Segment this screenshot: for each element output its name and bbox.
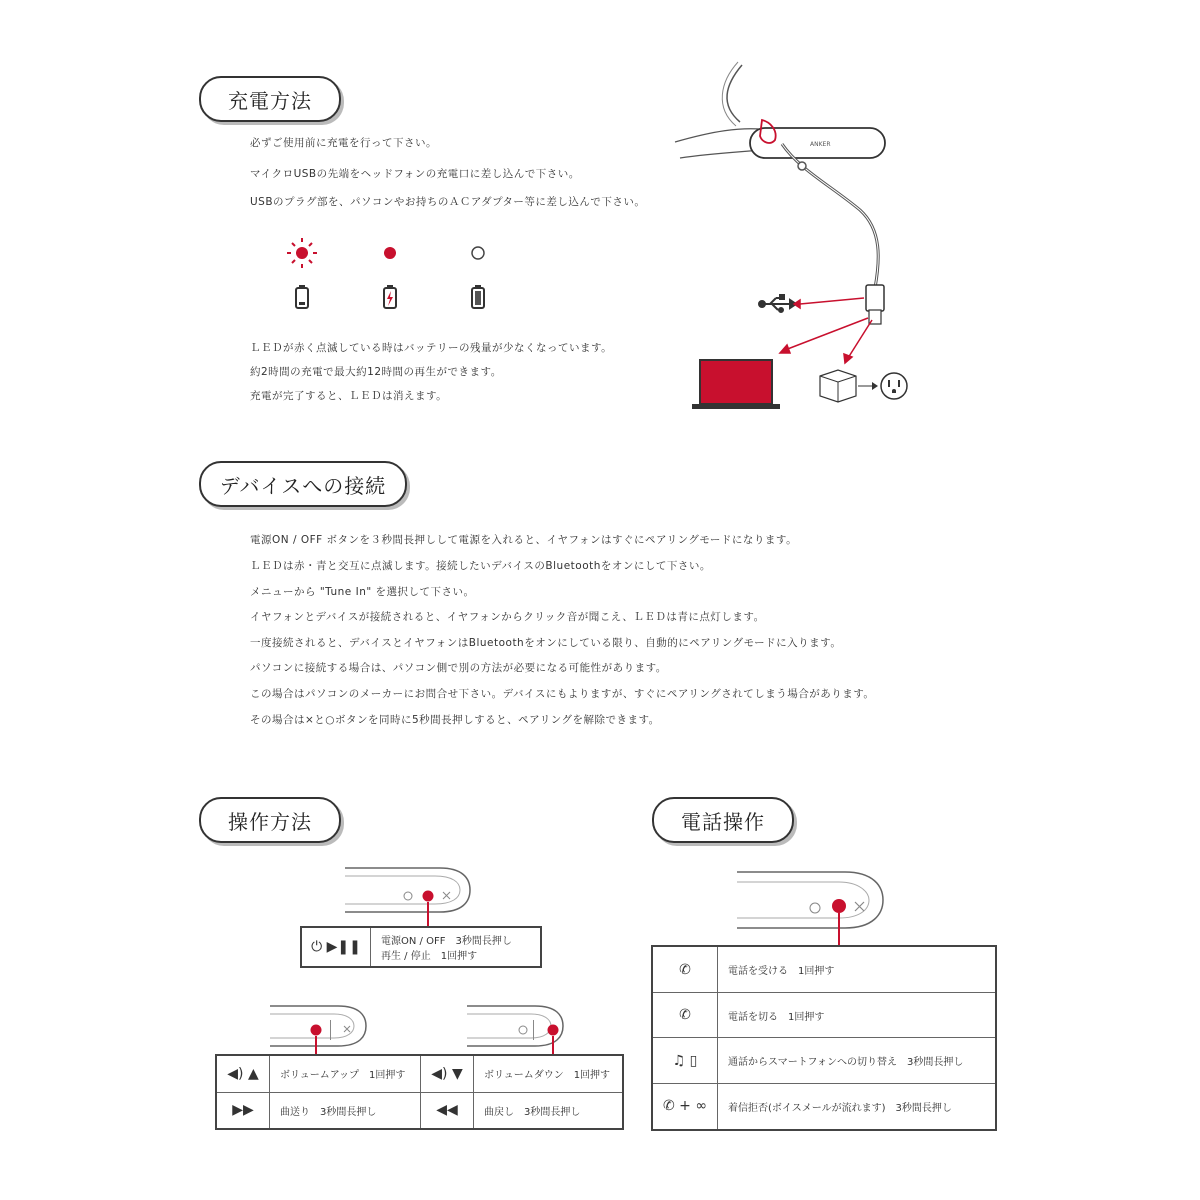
ac-adapter-icon (820, 370, 856, 402)
switch-to-phone-icon: ♫ ▯ (652, 1038, 718, 1083)
phone-control-table (651, 945, 997, 1131)
connection-title: デバイスへの接続 (199, 461, 407, 507)
usb-cable (782, 144, 878, 288)
connection-line-6: パソコンに接続する場合は、パソコン側で別の方法が必要になる可能性があります。 (250, 662, 667, 674)
power-outlet-icon (858, 373, 907, 399)
call-button-indicator (832, 899, 846, 913)
reject-call-label: 着信拒否(ボイスメールが流れます) 3秒間長押し (718, 1083, 997, 1130)
power-control-table (300, 926, 542, 968)
charging-note-2: 約2時間の充電で最大約12時間の再生ができます。 (250, 366, 502, 378)
usb-plug (866, 285, 884, 311)
earphone-phone-button-diagram (735, 866, 895, 948)
connection-line-1: 電源ON / OFF ボタンを３秒間長押しして電源を入れると、イヤフォンはすぐにペアリングモードになります。 (250, 534, 798, 546)
connection-line-2: ＬＥＤは赤・青と交互に点滅します。接続したいデバイスのBluetoothをオンにして下さい。 (250, 560, 711, 572)
previous-track-label: 曲戻し 3秒間長押し (474, 1092, 624, 1129)
volume-up-label: ボリュームアップ 1回押す (270, 1055, 421, 1092)
battery-full-icon (472, 285, 484, 308)
next-track-icon: ▶▶ (216, 1092, 270, 1129)
laptop-icon (692, 360, 780, 409)
charging-intro-1: 必ずご使用前に充電を行って下さい。 (250, 137, 437, 149)
earphone-volume-up-diagram (268, 998, 378, 1056)
operation-title: 操作方法 (199, 797, 341, 843)
volume-track-table (215, 1054, 624, 1130)
led-off-icon (472, 247, 484, 259)
charging-title: 充電方法 (199, 76, 341, 122)
previous-track-icon: ◀◀ (421, 1092, 474, 1129)
connection-line-3: メニューから "Tune In" を選択して下さい。 (250, 586, 475, 598)
reject-call-icon: ✆ + ∞ (652, 1083, 718, 1130)
volume-up-icon: ◀) ▲ (216, 1055, 270, 1092)
svg-text:ANKER: ANKER (810, 141, 831, 148)
connection-line-8: その場合は×と○ボタンを同時に5秒間長押しすると、ペアリングを解除できます。 (250, 714, 660, 726)
power-play-pause-icon: ⏻ ▶❚❚ (301, 927, 371, 967)
power-line-2: 再生 / 停止 1回押す (381, 951, 478, 962)
led-blinking-red-icon (287, 238, 317, 268)
battery-charging-icon (384, 285, 396, 308)
led-on-red-icon (384, 247, 396, 259)
connection-line-7: この場合はパソコンのメーカーにお問合せ下さい。デバイスにもよりますが、すぐにペアリングされてしまう場合があります。 (250, 688, 875, 700)
charging-intro-3: USBのプラグ部を、パソコンやお持ちのＡＣアダプター等に差し込んで下さい。 (250, 196, 646, 208)
power-button-indicator (423, 891, 434, 902)
charging-intro-2: マイクロUSBの先端をヘッドフォンの充電口に差し込んで下さい。 (250, 168, 580, 180)
end-call-icon: ✆ (652, 993, 718, 1038)
connection-line-5: 一度接続されると、デバイスとイヤフォンはBluetoothをオンにしている限り、自動的にペアリングモードに入ります。 (250, 637, 842, 649)
answer-call-label: 電話を受ける 1回押す (718, 946, 997, 993)
next-track-label: 曲送り 3秒間長押し (270, 1092, 421, 1129)
earphone-power-button-diagram (340, 858, 480, 928)
volume-down-icon: ◀) ▼ (421, 1055, 474, 1092)
phone-title: 電話操作 (652, 797, 794, 843)
earphone-volume-down-diagram (465, 998, 575, 1056)
volume-down-label: ボリュームダウン 1回押す (474, 1055, 624, 1092)
charging-note-3: 充電が完了すると、ＬＥＤは消えます。 (250, 390, 448, 402)
connection-line-4: イヤフォンとデバイスが接続されると、イヤフォンからクリック音が聞こえ、ＬＥＤは青に点灯します。 (250, 611, 765, 623)
charging-note-1: ＬＥＤが赤く点滅している時はバッテリーの残量が少なくなっています。 (250, 342, 613, 354)
power-line-1: 電源ON / OFF 3秒間長押し (381, 936, 512, 947)
led-status-icons (275, 232, 505, 312)
charging-illustration (670, 60, 930, 420)
battery-low-icon (296, 285, 308, 308)
usb-icon (759, 295, 796, 312)
switch-to-phone-label: 通話からスマートフォンへの切り替え 3秒間長押し (718, 1038, 997, 1083)
end-call-label: 電話を切る 1回押す (718, 993, 997, 1038)
answer-call-icon: ✆ (652, 946, 718, 993)
